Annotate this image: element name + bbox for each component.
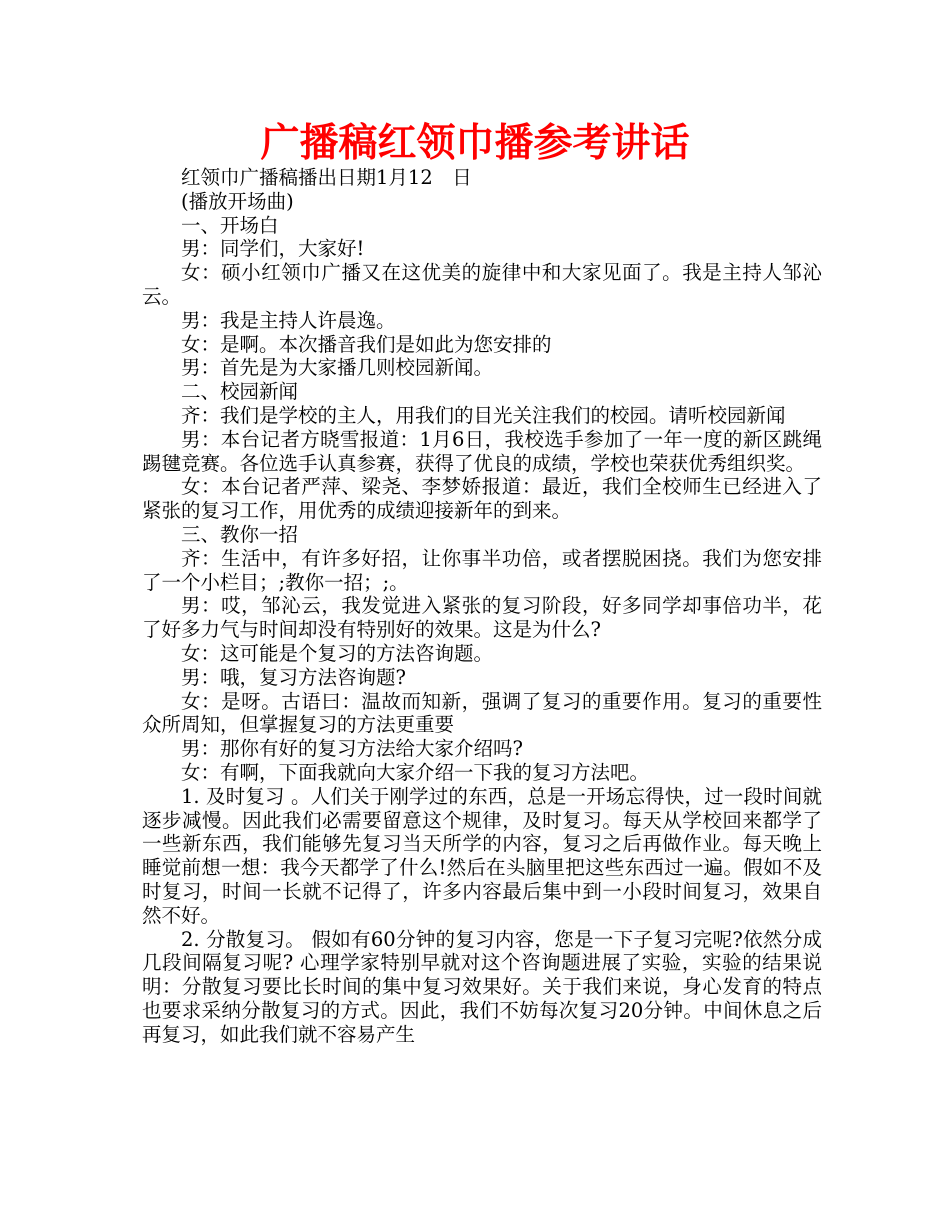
paragraph: (播放开场曲) <box>181 189 294 213</box>
paragraph: 1. 及时复习 。人们关于刚学过的东西，总是一开场忘得快，过一段时间就逐步减慢。因此我们必需要留意这个规律，及时复习。每天从学校回来都学了一些新东西，我们能够先复习当天所学的内容，复习之后再做作业。每天晚上睡觉前想一想：我今天都学了什么!然后在头脑里把这些东西过一遍。假如不及时复习，时间一长就不记得了，许多内容最后集中到一小段时间复习，效果自然不好。 <box>142 784 822 927</box>
paragraph: 男：同学们，大家好! <box>181 237 365 261</box>
paragraph: 女：是呀。古语曰：温故而知新，强调了复习的重要作用。复习的重要性众所周知，但掌握复习的方法更重要 <box>142 689 822 737</box>
document-body <box>142 166 822 1046</box>
paragraph: 一、开场白 <box>181 213 279 237</box>
paragraph: 男：哦，复习方法咨询题? <box>181 665 406 689</box>
paragraph: 三、教你一招 <box>181 522 299 546</box>
paragraph: 女：本台记者严萍、梁尧、李梦娇报道：最近，我们全校师生已经进入了紧张的复习工作，用优秀的成绩迎接新年的到来。 <box>142 475 822 523</box>
paragraph: 齐：生活中，有许多好招，让你事半功倍，或者摆脱困挠。我们为您安排了一个小栏目；;教你一招；;。 <box>142 546 822 594</box>
paragraph: 男：首先是为大家播几则校园新闻。 <box>181 356 494 380</box>
paragraph: 女：硕小红领巾广播又在这优美的旋律中和大家见面了。我是主持人邹沁云。 <box>142 261 822 308</box>
paragraph: 二、校园新闻 <box>181 380 299 404</box>
paragraph: 女：有啊，下面我就向大家介绍一下我的复习方法吧。 <box>181 760 650 784</box>
paragraph: 男：那你有好的复习方法给大家介绍吗? <box>181 737 523 761</box>
paragraph: 女：是啊。本次播音我们是如此为您安排的 <box>181 332 552 356</box>
document-title: 广播稿红领巾播参考讲话 <box>260 121 690 166</box>
paragraph: 女：这可能是个复习的方法咨询题。 <box>181 641 494 665</box>
paragraph: 男：本台记者方晓雪报道：1月6日，我校选手参加了一年一度的新区跳绳踢毽竞赛。各位选手认真参赛，获得了优良的成绩，学校也荣获优秀组织奖。 <box>142 427 822 475</box>
paragraph: 2. 分散复习。 假如有60分钟的复习内容，您是一下子复习完呢?依然分成几段间隔复习呢? 心理学家特别早就对这个咨询题进展了实验，实验的结果说明：分散复习要比长时间的集中复习效果好。关于我们来说，身心发育的特点也要求采纳分散复习的方式。因此，我们不妨每次复习20分钟。中间休息之后再复习，如此我们就不容易产生 <box>142 927 822 1046</box>
paragraph: 男：我是主持人许晨逸。 <box>181 308 396 332</box>
paragraph: 红领巾广播稿播出日期1月12 日 <box>181 166 472 189</box>
paragraph: 齐：我们是学校的主人，用我们的目光关注我们的校园。请听校园新闻 <box>181 403 786 427</box>
paragraph: 男：哎，邹沁云，我发觉进入紧张的复习阶段，好多同学却事倍功半，花了好多力气与时间却没有特别好的效果。这是为什么? <box>142 594 822 642</box>
